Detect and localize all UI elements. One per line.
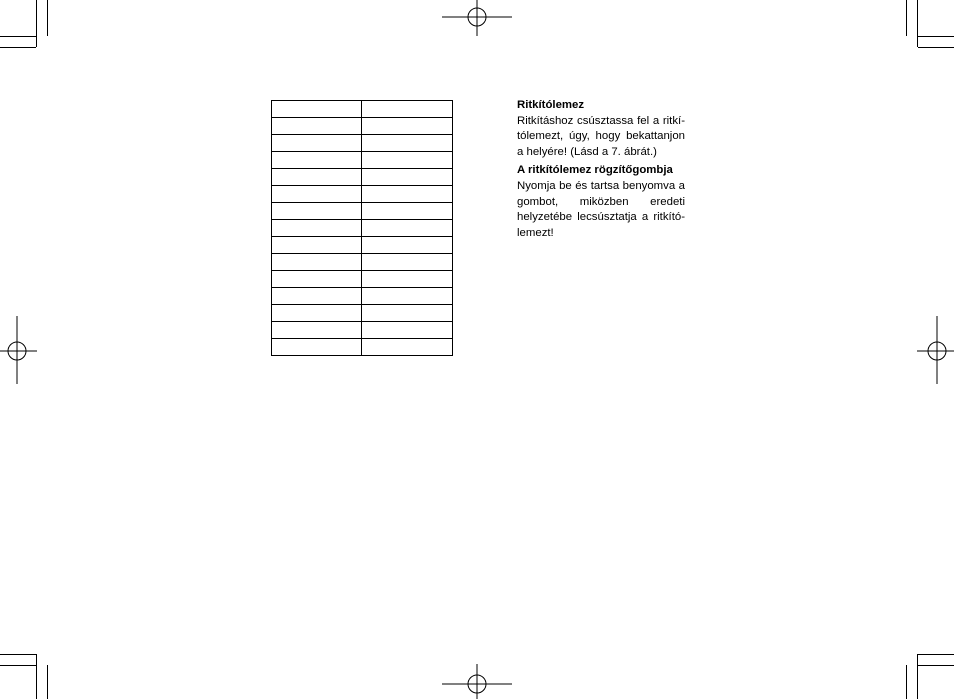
table-cell: [361, 203, 453, 220]
section-body: Nyomja be és tartsa benyomva a gombot, miközben eredeti helyzetébe lecsúsztatja a ritkítólemezt!: [517, 179, 685, 239]
registration-target-bottom: [442, 662, 514, 699]
crop-mark: [918, 665, 954, 666]
table-cell: [272, 322, 362, 339]
table-cell: [272, 271, 362, 288]
table-row: [272, 203, 453, 220]
table-cell: [272, 169, 362, 186]
table-cell: [361, 271, 453, 288]
table-cell: [272, 186, 362, 203]
table-cell: [272, 237, 362, 254]
table-row: [272, 271, 453, 288]
table-cell: [272, 203, 362, 220]
table-row: [272, 339, 453, 356]
crop-mark: [917, 0, 918, 47]
table-cell: [361, 152, 453, 169]
table-cell: [272, 152, 362, 169]
table-row: [272, 101, 453, 118]
table-cell: [361, 288, 453, 305]
crop-mark: [917, 654, 918, 699]
table-row: [272, 288, 453, 305]
table-cell: [361, 322, 453, 339]
crop-mark: [36, 0, 37, 47]
crop-mark: [47, 0, 48, 36]
table-cell: [272, 101, 362, 118]
blank-table: [271, 100, 453, 356]
crop-mark: [36, 654, 37, 699]
crop-mark: [0, 665, 36, 666]
table-cell: [272, 339, 362, 356]
crop-mark: [0, 36, 36, 37]
table-row: [272, 305, 453, 322]
crop-mark: [918, 47, 954, 48]
table-cell: [361, 339, 453, 356]
table-cell: [361, 169, 453, 186]
table-row: [272, 237, 453, 254]
table-cell: [361, 305, 453, 322]
table-row: [272, 152, 453, 169]
section-heading: A ritkítólemez rögzítőgombja: [517, 164, 673, 177]
crop-mark: [47, 665, 48, 699]
crop-mark: [906, 665, 907, 699]
table-cell: [361, 135, 453, 152]
section-heading: Ritkítólemez: [517, 99, 585, 111]
section-body: Ritkításhoz csúsztassa fel a ritkítólemezt, úgy, hogy bekattanjon a helyére! (Lásd a 7. ábrát.): [517, 114, 685, 158]
table-row: [272, 254, 453, 271]
table-cell: [272, 288, 362, 305]
table-row: [272, 169, 453, 186]
table-cell: [272, 220, 362, 237]
table-row: [272, 186, 453, 203]
crop-mark: [918, 36, 954, 37]
blank-table-body: [272, 101, 453, 356]
table-row: [272, 135, 453, 152]
crop-mark: [906, 0, 907, 36]
crop-mark: [0, 47, 36, 48]
instruction-text: [517, 98, 685, 244]
table-cell: [361, 254, 453, 271]
table-cell: [272, 135, 362, 152]
table-cell: [361, 237, 453, 254]
table-cell: [272, 254, 362, 271]
table-cell: [272, 118, 362, 135]
table-row: [272, 322, 453, 339]
table-row: [272, 220, 453, 237]
registration-target-top: [442, 0, 514, 38]
table-cell: [361, 118, 453, 135]
table-cell: [272, 305, 362, 322]
crop-mark: [918, 654, 954, 655]
table-cell: [361, 101, 453, 118]
crop-mark: [0, 654, 36, 655]
registration-target-left: [0, 314, 40, 386]
table-row: [272, 118, 453, 135]
registration-target-right: [914, 314, 954, 386]
table-cell: [361, 186, 453, 203]
table-cell: [361, 220, 453, 237]
